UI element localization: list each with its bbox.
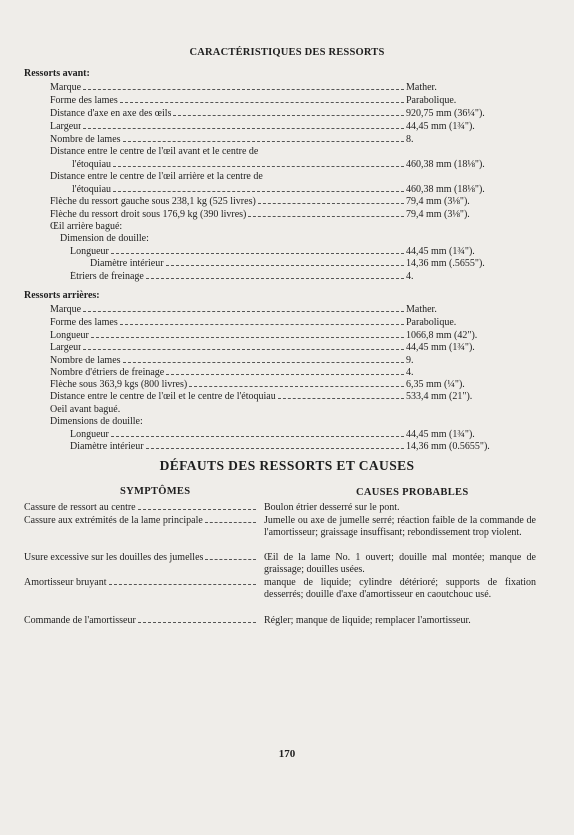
leader-dots bbox=[120, 324, 404, 325]
spec-label: Largeur bbox=[50, 121, 82, 132]
spec-value: Parabolique. bbox=[406, 95, 457, 106]
spec-row bbox=[50, 342, 536, 354]
spec-label: Largeur bbox=[50, 342, 82, 353]
cause-text: Jumelle ou axe de jumelle serré; réaction faible de la commande de l'amortisseur; graissage insuffisant; rebondissement trop violent. bbox=[264, 515, 536, 539]
leader-dots bbox=[123, 141, 404, 142]
leader-dots bbox=[123, 362, 404, 363]
leader-dots bbox=[146, 448, 404, 449]
spec-label: l'étoquiau bbox=[72, 184, 112, 195]
spec-row bbox=[50, 108, 536, 120]
spec-label: Forme des lames bbox=[50, 95, 118, 106]
spec-value: 79,4 mm (3⅛"). bbox=[406, 196, 470, 207]
leader-dots bbox=[189, 386, 404, 387]
leader-dots bbox=[166, 265, 404, 266]
spec-label: Nombre d'étriers de freinage bbox=[50, 367, 165, 378]
defects-heading: DÉFAUTS DES RESSORTS ET CAUSES bbox=[159, 458, 415, 473]
spec-value: 920,75 mm (36¼"). bbox=[406, 108, 485, 119]
spec-label: Longueur bbox=[50, 330, 89, 341]
leader-dots bbox=[109, 584, 257, 585]
spec-row bbox=[50, 196, 536, 208]
spec-label: Longueur bbox=[70, 246, 109, 257]
bushing-dimension-label: Dimension de douille: bbox=[60, 233, 149, 244]
spec-row bbox=[70, 271, 536, 283]
leader-dots bbox=[248, 216, 404, 217]
leader-dots bbox=[111, 253, 404, 254]
spec-value: 44,45 mm (1¾"). bbox=[406, 429, 475, 440]
spec-value: 14,36 mm (.5655"). bbox=[406, 258, 485, 269]
symptom-text: Commande de l'amortisseur bbox=[24, 615, 136, 626]
spec-label-line bbox=[50, 146, 350, 158]
spec-label: Marque bbox=[50, 82, 82, 93]
cause-text: Régler; manque de liquide; remplacer l'amortisseur. bbox=[264, 615, 471, 626]
spec-value: 1066,8 mm (42"). bbox=[406, 330, 478, 341]
leader-dots bbox=[113, 166, 404, 167]
spec-label: Distance entre le centre de l'œil avant et le centre de bbox=[50, 146, 259, 157]
spec-row bbox=[50, 317, 536, 329]
spec-value: 44,45 mm (1¾"). bbox=[406, 121, 475, 132]
spec-value: 460,38 mm (18⅛"). bbox=[406, 159, 485, 170]
spec-value: 44,45 mm (1¾"). bbox=[406, 246, 475, 257]
spec-value: 44,45 mm (1¾"). bbox=[406, 342, 475, 353]
spec-value: 533,4 mm (21"). bbox=[406, 391, 473, 402]
leader-dots bbox=[258, 203, 404, 204]
spec-value: 4. bbox=[406, 271, 414, 282]
bushed-eye-label: Oeil avant bagué. bbox=[50, 404, 121, 415]
leader-dots bbox=[91, 337, 404, 338]
symptoms-column-heading: SYMPTÔMES bbox=[120, 486, 191, 497]
leader-dots bbox=[166, 374, 404, 375]
spec-row bbox=[50, 95, 536, 107]
leader-dots bbox=[205, 559, 256, 560]
cause-text: Boulon étrier desserré sur le pont. bbox=[264, 502, 400, 513]
spec-row bbox=[72, 159, 536, 171]
leader-dots bbox=[83, 128, 404, 129]
spec-label: Forme des lames bbox=[50, 317, 118, 328]
spec-row bbox=[50, 82, 536, 94]
symptom-text: Usure excessive sur les douilles des jumelles bbox=[24, 552, 204, 563]
leader-dots bbox=[205, 522, 256, 523]
bushed-eye-label: Œil arrière bagué: bbox=[50, 221, 123, 232]
spec-row bbox=[50, 134, 536, 146]
spec-row bbox=[72, 184, 536, 196]
symptom-item bbox=[24, 515, 258, 527]
spec-value: 4. bbox=[406, 367, 414, 378]
causes-column-heading: CAUSES PROBABLES bbox=[356, 487, 469, 498]
symptom-item bbox=[24, 577, 258, 589]
spec-label: Longueur bbox=[70, 429, 109, 440]
leader-dots bbox=[113, 191, 404, 192]
spec-value: 9. bbox=[406, 355, 414, 366]
spec-row bbox=[50, 209, 536, 221]
bushing-dimension-label: Dimensions de douille: bbox=[50, 416, 143, 427]
page-title: CARACTÉRISTIQUES DES RESSORTS bbox=[189, 47, 385, 58]
spec-label: Diamètre intérieur bbox=[70, 441, 144, 452]
spec-value: 6,35 mm (¼"). bbox=[406, 379, 465, 390]
spec-label: Nombre de lames bbox=[50, 355, 121, 366]
spec-label: Diamètre intérieur bbox=[90, 258, 164, 269]
spec-row bbox=[50, 379, 536, 391]
spec-row bbox=[50, 391, 536, 403]
spec-label: Flèche sous 363,9 kgs (800 livres) bbox=[50, 379, 188, 390]
spec-value: 460,38 mm (18⅛"). bbox=[406, 184, 485, 195]
spec-row bbox=[50, 330, 536, 342]
spec-label: Distance entre le centre de l'œil et le centre de l'étoquiau bbox=[50, 391, 276, 402]
leader-dots bbox=[146, 278, 404, 279]
cause-text: Œil de la lame No. 1 ouvert; douille mal montée; manque de graissage; douilles usées. bbox=[264, 552, 536, 576]
spec-row bbox=[50, 367, 536, 379]
page-number: 170 bbox=[278, 748, 296, 760]
spec-label: Flèche du ressort droit sous 176,9 kg (390 livres) bbox=[50, 209, 247, 220]
spec-label: l'étoquiau bbox=[72, 159, 112, 170]
symptom-text: Cassure de ressort au centre bbox=[24, 502, 136, 513]
spec-value: 14,36 mm (0.5655"). bbox=[406, 441, 490, 452]
spec-row bbox=[70, 246, 536, 258]
spec-label: Nombre de lames bbox=[50, 134, 121, 145]
cause-text: manque de liquide; cylindre détérioré; supports de fixation desserrés; douille d'axe d'amortisseur en caoutchouc usé. bbox=[264, 577, 536, 601]
spec-row bbox=[70, 429, 536, 441]
symptom-item bbox=[24, 552, 258, 564]
leader-dots bbox=[83, 349, 404, 350]
spec-row bbox=[50, 121, 536, 133]
spec-row bbox=[70, 441, 536, 453]
spec-value: Mather. bbox=[406, 82, 437, 93]
leader-dots bbox=[278, 398, 404, 399]
spec-row bbox=[50, 304, 536, 316]
front-springs-heading: Ressorts avant: bbox=[24, 68, 90, 79]
leader-dots bbox=[138, 509, 256, 510]
leader-dots bbox=[83, 311, 404, 312]
spec-row bbox=[50, 355, 536, 367]
spec-label: Flèche du ressort gauche sous 238,1 kg (525 livres) bbox=[50, 196, 256, 207]
spec-label: Marque bbox=[50, 304, 82, 315]
spec-value: 79,4 mm (3⅛"). bbox=[406, 209, 470, 220]
leader-dots bbox=[120, 102, 404, 103]
symptom-text: Amortisseur bruyant bbox=[24, 577, 107, 588]
spec-label: Distance d'axe en axe des œils bbox=[50, 108, 172, 119]
spec-value: Parabolique. bbox=[406, 317, 457, 328]
spec-row bbox=[90, 258, 536, 270]
symptom-item bbox=[24, 502, 258, 514]
rear-springs-heading: Ressorts arrières: bbox=[24, 290, 100, 301]
leader-dots bbox=[111, 436, 404, 437]
symptom-text: Cassure aux extrémités de la lame principale bbox=[24, 515, 203, 526]
spec-value: 8. bbox=[406, 134, 414, 145]
spec-label-line bbox=[50, 171, 350, 183]
spec-label: Distance entre le centre de l'œil arrière et la centre de bbox=[50, 171, 263, 182]
symptom-item bbox=[24, 615, 258, 627]
spec-label: Étriers de freinage bbox=[70, 271, 144, 282]
spec-value: Mather. bbox=[406, 304, 437, 315]
leader-dots bbox=[83, 89, 404, 90]
leader-dots bbox=[138, 622, 256, 623]
leader-dots bbox=[173, 115, 404, 116]
